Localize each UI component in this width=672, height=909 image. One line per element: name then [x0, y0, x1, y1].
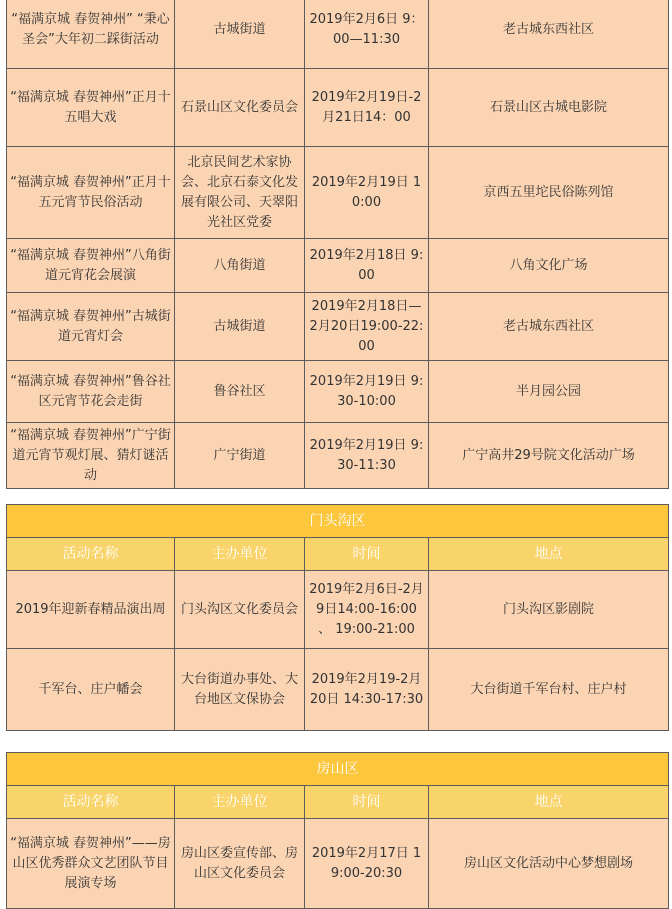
- table-row: [7, 0, 669, 69]
- time-cell: 2019年2月18日 9:00: [305, 239, 429, 293]
- column-header-row: [7, 786, 669, 819]
- location-cell: 房山区文化活动中心梦想剧场: [429, 819, 669, 909]
- event-name-cell: “福满京城 春贺神州” “秉心圣会”大年初二踩街活动: [7, 0, 175, 69]
- time-cell: 2019年2月19日 9:30-10:00: [305, 361, 429, 423]
- shijingshan-events-table: [6, 0, 669, 489]
- table-row: [7, 649, 669, 731]
- mentougou-events-table: [6, 504, 669, 731]
- location-cell: 老古城东西社区: [429, 0, 669, 69]
- event-name-cell: “福满京城 春贺神州”鲁谷社区元宵节花会走街: [7, 361, 175, 423]
- column-header-place: 地点: [429, 786, 669, 819]
- location-cell: 广宁高井29号院文化活动广场: [429, 423, 669, 489]
- event-name-cell: “福满京城 春贺神州”八角街道元宵花会展演: [7, 239, 175, 293]
- column-header-org: 主办单位: [175, 786, 305, 819]
- time-cell: 2019年2月6日-2月9日14:00-16:00 、 19:00-21:00: [305, 571, 429, 649]
- time-cell: 2019年2月6日 9：00—11:30: [305, 0, 429, 69]
- location-cell: 石景山区古城电影院: [429, 69, 669, 147]
- event-name-cell: “福满京城 春贺神州”广宁街道元宵节观灯展、猜灯谜活动: [7, 423, 175, 489]
- organizer-cell: 房山区委宣传部、房山区文化委员会: [175, 819, 305, 909]
- location-cell: 京西五里坨民俗陈列馆: [429, 147, 669, 239]
- table-row: [7, 147, 669, 239]
- event-name-cell: “福满京城 春贺神州”古城街道元宵灯会: [7, 293, 175, 361]
- organizer-cell: 门头沟区文化委员会: [175, 571, 305, 649]
- location-cell: 老古城东西社区: [429, 293, 669, 361]
- column-header-time: 时间: [305, 538, 429, 571]
- table-row: [7, 69, 669, 147]
- location-cell: 半月园公园: [429, 361, 669, 423]
- table-row: [7, 239, 669, 293]
- district-title: 门头沟区: [7, 505, 669, 538]
- organizer-cell: 八角街道: [175, 239, 305, 293]
- organizer-cell: 古城街道: [175, 0, 305, 69]
- organizer-cell: 石景山区文化委员会: [175, 69, 305, 147]
- event-name-cell: “福满京城 春贺神州”——房山区优秀群众文艺团队节目展演专场: [7, 819, 175, 909]
- organizer-cell: 广宁街道: [175, 423, 305, 489]
- column-header-row: [7, 538, 669, 571]
- time-cell: 2019年2月19-2月20日 14:30-17:30: [305, 649, 429, 731]
- column-header-org: 主办单位: [175, 538, 305, 571]
- organizer-cell: 大台街道办事处、大台地区文保协会: [175, 649, 305, 731]
- event-name-cell: “福满京城 春贺神州”正月十五唱大戏: [7, 69, 175, 147]
- column-header-name: 活动名称: [7, 538, 175, 571]
- event-name-cell: 2019年迎新春精品演出周: [7, 571, 175, 649]
- location-cell: 门头沟区影剧院: [429, 571, 669, 649]
- district-header-row: [7, 505, 669, 538]
- location-cell: 八角文化广场: [429, 239, 669, 293]
- column-header-place: 地点: [429, 538, 669, 571]
- organizer-cell: 鲁谷社区: [175, 361, 305, 423]
- table-row: [7, 293, 669, 361]
- time-cell: 2019年2月18日—2月20日19:00-22:00: [305, 293, 429, 361]
- time-cell: 2019年2月19日 10:00: [305, 147, 429, 239]
- district-header-row: [7, 753, 669, 786]
- organizer-cell: 北京民间艺术家协会、北京石泰文化发展有限公司、天翠阳光社区党委: [175, 147, 305, 239]
- event-name-cell: 千军台、庄户幡会: [7, 649, 175, 731]
- table-row: [7, 423, 669, 489]
- location-cell: 大台街道千军台村、庄户村: [429, 649, 669, 731]
- district-title: 房山区: [7, 753, 669, 786]
- time-cell: 2019年2月19日 9:30-11:30: [305, 423, 429, 489]
- fangshan-events-table: [6, 752, 669, 909]
- table-row: [7, 819, 669, 909]
- event-name-cell: “福满京城 春贺神州”正月十五元宵节民俗活动: [7, 147, 175, 239]
- column-header-name: 活动名称: [7, 786, 175, 819]
- time-cell: 2019年2月19日-2月21日14：00: [305, 69, 429, 147]
- column-header-time: 时间: [305, 786, 429, 819]
- table-row: [7, 571, 669, 649]
- table-row: [7, 361, 669, 423]
- time-cell: 2019年2月17日 19:00-20:30: [305, 819, 429, 909]
- organizer-cell: 古城街道: [175, 293, 305, 361]
